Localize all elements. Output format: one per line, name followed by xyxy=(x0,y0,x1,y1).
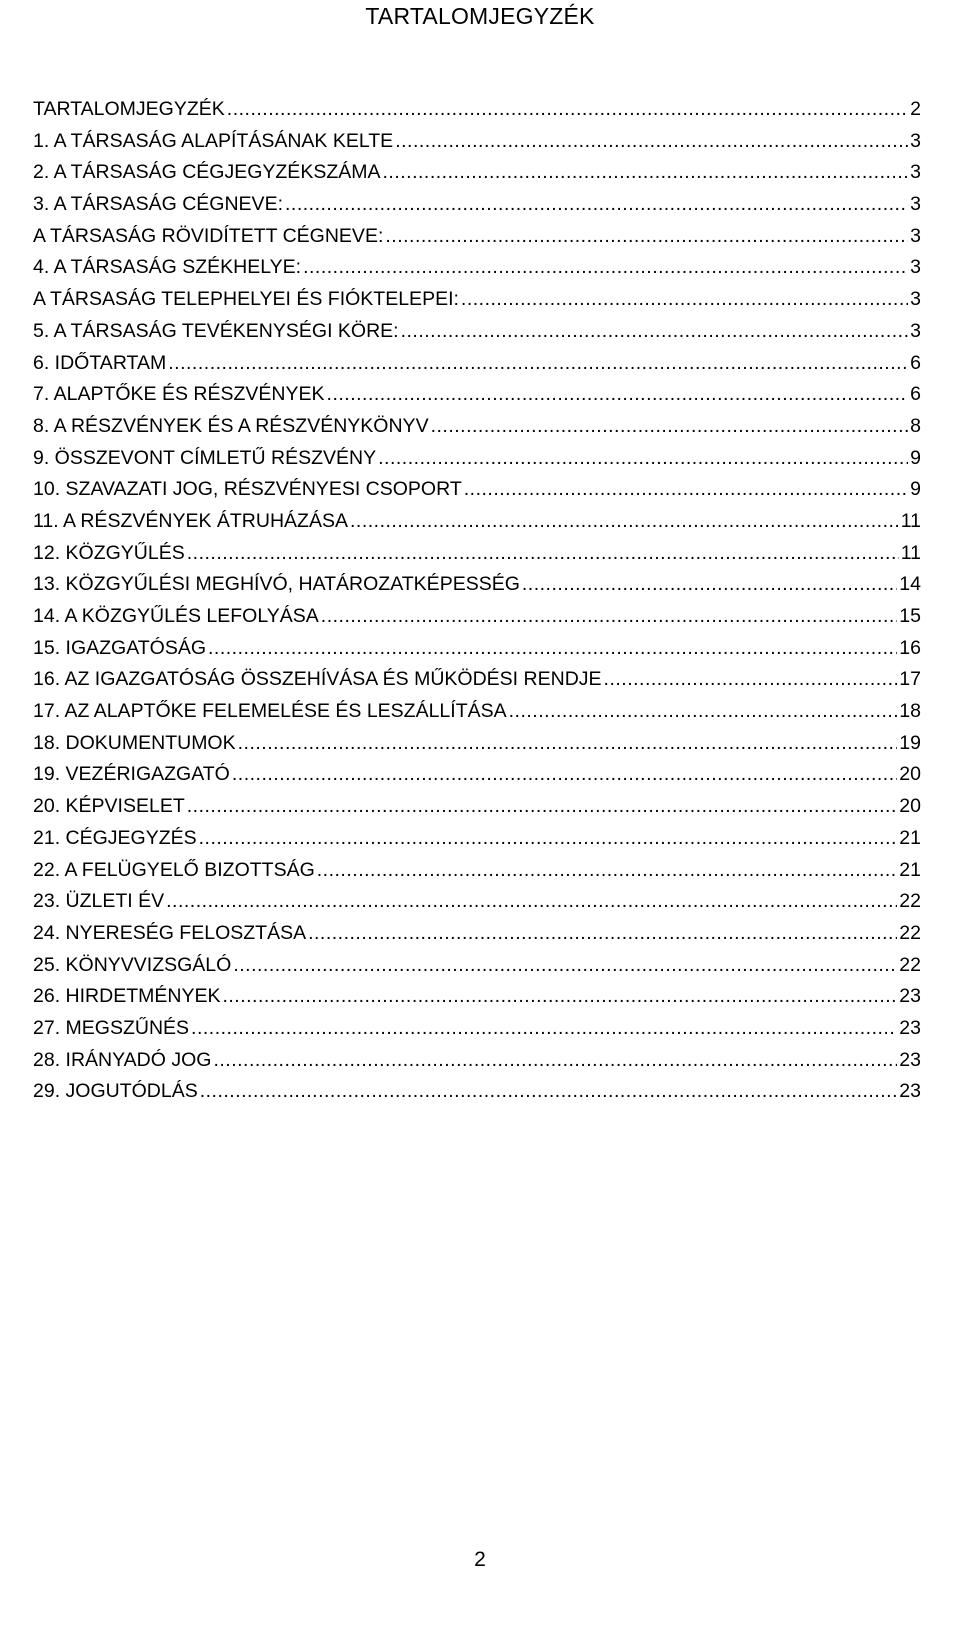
toc-entry-title: 19. VEZÉRIGAZGATÓ xyxy=(33,763,230,786)
toc-dot-leader xyxy=(461,287,908,311)
toc-dot-leader xyxy=(383,160,909,184)
toc-dot-leader xyxy=(509,699,898,723)
toc-dot-leader xyxy=(317,858,898,882)
toc-dot-leader xyxy=(233,953,897,977)
toc-entry-page: 3 xyxy=(910,161,921,184)
toc-entry-page: 17 xyxy=(899,668,921,691)
page-title: TARTALOMJEGYZÉK xyxy=(365,3,595,29)
toc-entry-page: 20 xyxy=(899,795,921,818)
toc-dot-leader xyxy=(199,826,898,850)
toc-dot-leader xyxy=(200,1079,898,1103)
toc-entry-title: 27. MEGSZŰNÉS xyxy=(33,1016,190,1039)
toc-entry[interactable] xyxy=(33,477,921,509)
toc-entry[interactable] xyxy=(33,129,921,161)
toc-entry-page: 9 xyxy=(910,446,921,469)
toc-dot-leader xyxy=(401,319,909,343)
toc-dot-leader xyxy=(308,921,897,945)
toc-entry-title: 20. KÉPVISELET xyxy=(33,795,185,818)
toc-entry[interactable] xyxy=(33,794,921,826)
toc-entry-page: 23 xyxy=(899,1080,921,1103)
toc-entry[interactable] xyxy=(33,984,921,1016)
toc-entry-title: 10. SZAVAZATI JOG, RÉSZVÉNYESI CSOPORT xyxy=(33,478,462,501)
toc-entry[interactable] xyxy=(33,572,921,604)
toc-entry[interactable] xyxy=(33,97,921,129)
toc-entry[interactable] xyxy=(33,446,921,478)
toc-entry-title: 16. AZ IGAZGATÓSÁG ÖSSZEHÍVÁSA ÉS MŰKÖDÉSI RENDJE xyxy=(33,668,602,691)
toc-dot-leader xyxy=(213,1048,897,1072)
toc-entry-title: 6. IDŐTARTAM xyxy=(33,351,167,374)
toc-dot-leader xyxy=(378,446,908,470)
toc-entry[interactable] xyxy=(33,541,921,573)
toc-dot-leader xyxy=(227,97,908,121)
page-number: 2 xyxy=(474,1548,486,1571)
toc-entry[interactable] xyxy=(33,921,921,953)
toc-entry-page: 18 xyxy=(899,700,921,723)
toc-dot-leader xyxy=(464,477,908,501)
toc-entry[interactable] xyxy=(33,1079,921,1111)
toc-entry-page: 16 xyxy=(899,636,921,659)
toc-entry[interactable] xyxy=(33,351,921,383)
toc-dot-leader xyxy=(168,351,908,375)
toc-entry-title: A TÁRSASÁG RÖVIDÍTETT CÉGNEVE: xyxy=(33,224,384,247)
toc-entry-page: 8 xyxy=(910,414,921,437)
toc-dot-leader xyxy=(222,984,897,1008)
toc-entry-page: 11 xyxy=(900,541,921,564)
toc-entry-page: 15 xyxy=(899,605,921,627)
toc-entry-title: 28. IRÁNYADÓ JOG xyxy=(33,1048,212,1071)
toc-entry[interactable] xyxy=(33,826,921,858)
toc-entry-page: 3 xyxy=(910,288,921,311)
toc-entry-title: 15. IGAZGATÓSÁG xyxy=(33,636,207,659)
toc-dot-leader xyxy=(208,636,897,660)
toc-entry-page: 22 xyxy=(899,953,921,976)
toc-dot-leader xyxy=(321,604,898,628)
toc-entry-title: 9. ÖSSZEVONT CÍMLETŰ RÉSZVÉNY xyxy=(33,446,377,469)
toc-dot-leader xyxy=(385,224,908,248)
toc-entry-title: 13. KÖZGYŰLÉSI MEGHÍVÓ, HATÁROZATKÉPESSÉG xyxy=(33,573,520,596)
toc-dot-leader xyxy=(187,541,899,565)
toc-entry-title: 26. HIRDETMÉNYEK xyxy=(33,985,221,1008)
toc-dot-leader xyxy=(191,1016,897,1040)
toc-entry-title: 21. CÉGJEGYZÉS xyxy=(33,826,197,849)
toc-entry-page: 9 xyxy=(910,478,921,501)
toc-entry-title: 7. ALAPTŐKE ÉS RÉSZVÉNYEK xyxy=(33,383,325,406)
toc-dot-leader xyxy=(327,382,909,406)
toc-entry[interactable] xyxy=(33,1048,921,1080)
toc-dot-leader xyxy=(431,414,909,438)
toc-dot-leader xyxy=(604,667,898,691)
toc-entry-title: 1. A TÁRSASÁG ALAPÍTÁSÁNAK KELTE xyxy=(33,129,394,152)
toc-entry[interactable] xyxy=(33,224,921,256)
toc-dot-leader xyxy=(522,572,897,596)
toc-entry-page: 21 xyxy=(899,826,921,849)
toc-entry-title: A TÁRSASÁG TELEPHELYEI ÉS FIÓKTELEPEI: xyxy=(33,288,459,311)
toc-entry-page: 3 xyxy=(910,224,921,247)
toc-entry-title: 3. A TÁRSASÁG CÉGNEVE: xyxy=(33,193,283,216)
toc-entry[interactable] xyxy=(33,699,921,731)
toc-entry-title: 22. A FELÜGYELŐ BIZOTTSÁG xyxy=(33,858,315,881)
toc-entry[interactable] xyxy=(33,667,921,699)
toc-entry[interactable] xyxy=(33,636,921,668)
toc-entry-page: 2 xyxy=(910,98,921,120)
toc-dot-leader xyxy=(187,794,898,818)
toc-entry[interactable] xyxy=(33,953,921,985)
toc-entry-page: 6 xyxy=(910,351,921,374)
table-of-contents xyxy=(33,97,921,1111)
toc-dot-leader xyxy=(350,509,899,533)
toc-entry-title: 8. A RÉSZVÉNYEK ÉS A RÉSZVÉNYKÖNYV xyxy=(33,414,429,437)
toc-entry-title: 14. A KÖZGYŰLÉS LEFOLYÁSA xyxy=(33,605,319,627)
toc-entry-title: 2. A TÁRSASÁG CÉGJEGYZÉKSZÁMA xyxy=(33,161,381,184)
toc-entry-page: 3 xyxy=(910,319,921,342)
toc-entry[interactable] xyxy=(33,319,921,351)
toc-entry-title: 24. NYERESÉG FELOSZTÁSA xyxy=(33,921,307,944)
toc-entry[interactable] xyxy=(33,382,921,414)
toc-entry-page: 19 xyxy=(899,731,921,754)
toc-entry[interactable] xyxy=(33,762,921,794)
toc-entry[interactable] xyxy=(33,255,921,287)
toc-entry-page: 21 xyxy=(899,858,921,881)
toc-entry-title: 25. KÖNYVVIZSGÁLÓ xyxy=(33,953,232,976)
toc-entry-title: 11. A RÉSZVÉNYEK ÁTRUHÁZÁSA xyxy=(33,509,348,532)
toc-entry-title: 23. ÜZLETI ÉV xyxy=(33,890,165,913)
toc-entry[interactable] xyxy=(33,287,921,319)
toc-dot-leader xyxy=(395,129,908,153)
toc-entry[interactable] xyxy=(33,858,921,890)
toc-dot-leader xyxy=(166,889,897,913)
toc-entry-title: 29. JOGUTÓDLÁS xyxy=(33,1080,198,1103)
toc-entry[interactable] xyxy=(33,192,921,224)
toc-entry[interactable] xyxy=(33,1016,921,1048)
toc-entry[interactable] xyxy=(33,414,921,446)
toc-entry[interactable] xyxy=(33,160,921,192)
toc-entry-page: 14 xyxy=(899,573,921,596)
toc-entry-page: 3 xyxy=(910,193,921,216)
toc-entry-page: 22 xyxy=(899,921,921,944)
toc-entry-title: 18. DOKUMENTUMOK xyxy=(33,731,236,754)
toc-entry-title: 5. A TÁRSASÁG TEVÉKENYSÉGI KÖRE: xyxy=(33,319,399,342)
toc-entry[interactable] xyxy=(33,604,921,636)
toc-entry-title: 12. KÖZGYŰLÉS xyxy=(33,541,185,564)
toc-entry-page: 23 xyxy=(899,1016,921,1039)
toc-dot-leader xyxy=(232,762,897,786)
toc-entry[interactable] xyxy=(33,731,921,763)
toc-entry-title: 17. AZ ALAPTŐKE FELEMELÉSE ÉS LESZÁLLÍTÁSA xyxy=(33,700,507,723)
toc-dot-leader xyxy=(285,192,908,216)
toc-entry-page: 23 xyxy=(899,1048,921,1071)
toc-dot-leader xyxy=(238,731,898,755)
toc-entry-page: 6 xyxy=(910,383,921,406)
toc-dot-leader xyxy=(303,255,908,279)
toc-entry-page: 23 xyxy=(899,985,921,1008)
toc-entry-page: 22 xyxy=(899,890,921,913)
toc-entry-page: 3 xyxy=(910,129,921,152)
toc-entry-page: 3 xyxy=(910,256,921,279)
toc-entry[interactable] xyxy=(33,509,921,541)
toc-entry-title: TARTALOMJEGYZÉK xyxy=(33,98,225,120)
toc-entry-title: 4. A TÁRSASÁG SZÉKHELYE: xyxy=(33,256,302,279)
toc-entry-page: 11 xyxy=(900,509,921,532)
toc-entry[interactable] xyxy=(33,889,921,921)
toc-entry-page: 20 xyxy=(899,763,921,786)
